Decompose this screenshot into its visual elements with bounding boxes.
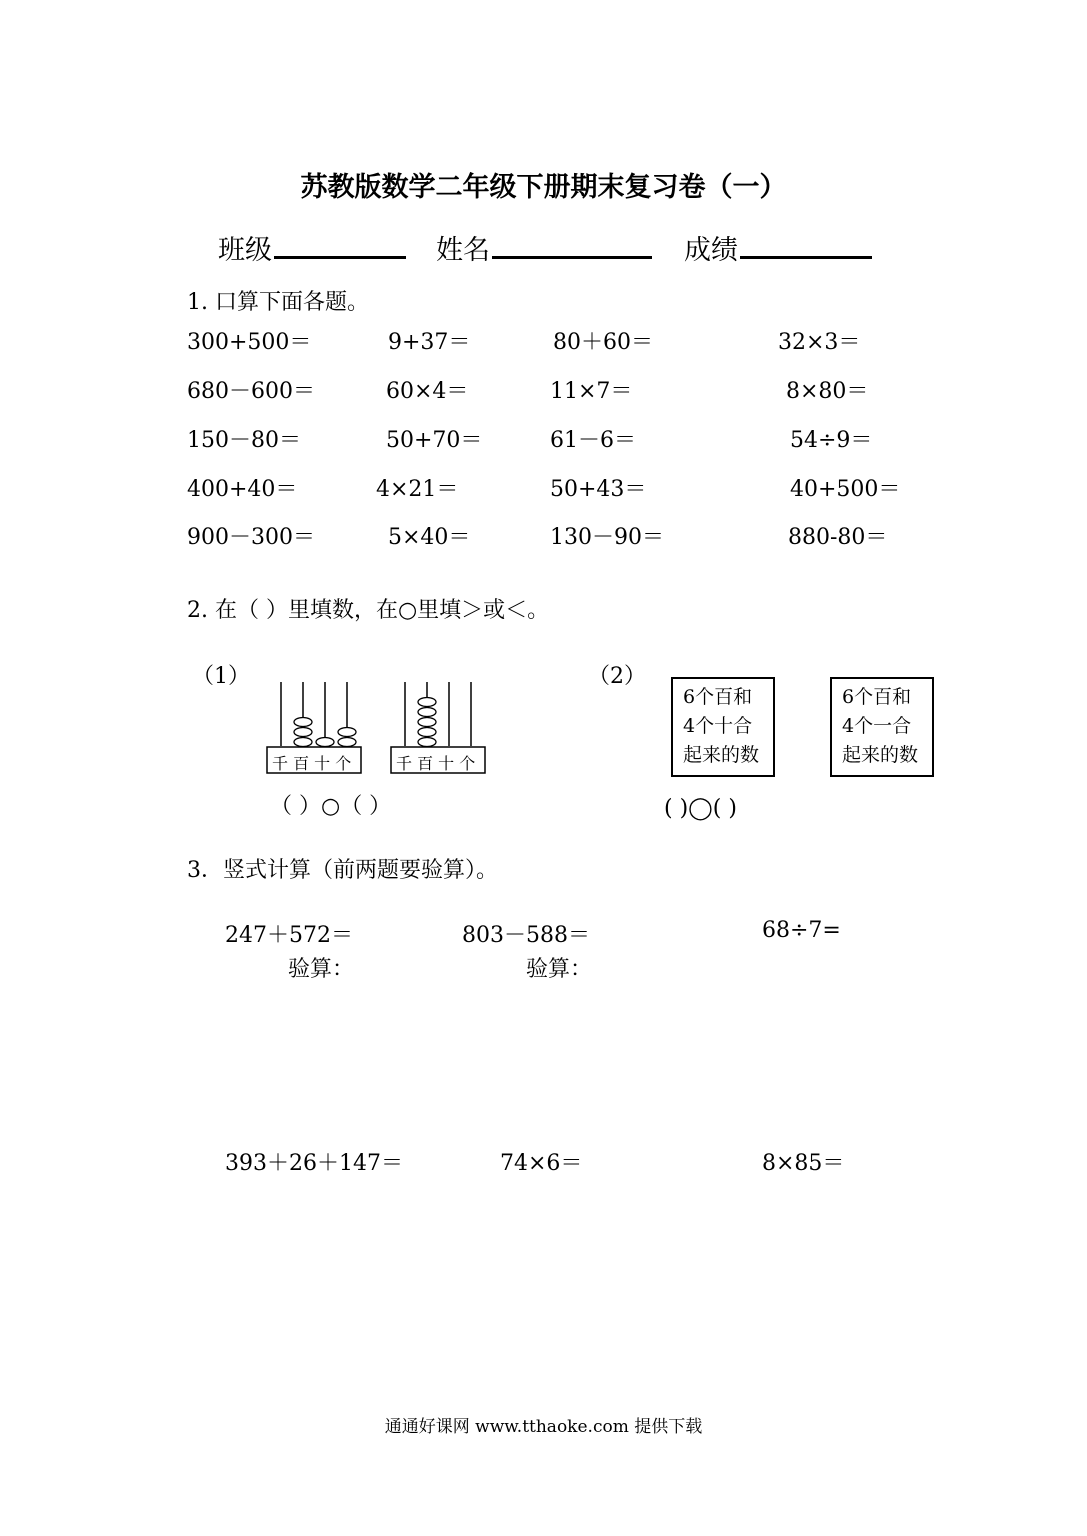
vertical-calc-item: 393＋26＋147＝ xyxy=(225,1151,403,1176)
vertical-calc-item: 8×85＝ xyxy=(762,1151,845,1176)
check-label: 验算： xyxy=(288,957,355,982)
calc-item: 400+40＝ xyxy=(187,477,298,502)
calc-item: 61－6＝ xyxy=(550,428,636,453)
part2-compare: ( )◯( ) xyxy=(664,796,737,821)
class-field xyxy=(218,228,406,267)
calc-item: 300+500＝ xyxy=(187,330,312,355)
vertical-calc-item: 247＋572＝ xyxy=(225,923,353,948)
calc-item: 32×3＝ xyxy=(778,330,861,355)
box-line: 6个百和 xyxy=(683,686,753,708)
class-label: 班级 xyxy=(218,235,272,266)
calc-item: 11×7＝ xyxy=(550,379,633,404)
name-label: 姓名 xyxy=(436,235,490,266)
calc-item: 5×40＝ xyxy=(388,525,471,550)
section2-heading: 2. 在（ ）里填数，在○里填＞或＜。 xyxy=(187,598,550,623)
calc-item: 54÷9＝ xyxy=(790,428,873,453)
calc-item: 8×80＝ xyxy=(786,379,869,404)
calc-item: 900－300＝ xyxy=(187,525,315,550)
number-box-1 xyxy=(671,677,775,777)
score-blank xyxy=(740,228,872,259)
calc-item: 130－90＝ xyxy=(550,525,664,550)
calc-item: 880-80＝ xyxy=(788,525,888,550)
vertical-calc-item: 68÷7= xyxy=(762,918,841,943)
box-line: 6个百和 xyxy=(842,686,912,708)
page-title: 苏教版数学二年级下册期末复习卷（一） xyxy=(300,172,787,203)
score-label: 成绩 xyxy=(684,235,738,266)
calc-item: 50+43＝ xyxy=(550,477,647,502)
part2-label: （2） xyxy=(588,664,646,689)
abacus-place-labels: 千 百 十 个 xyxy=(272,754,352,773)
calc-item: 150－80＝ xyxy=(187,428,301,453)
name-field xyxy=(436,228,652,267)
abacus-place-labels: 千 百 十 个 xyxy=(396,754,476,773)
footer-credit: 通通好课网 www.tthaoke.com 提供下载 xyxy=(384,1417,703,1437)
calc-item: 9+37＝ xyxy=(388,330,471,355)
section3-heading: 3．竖式计算（前两题要验算）。 xyxy=(187,858,498,883)
class-blank xyxy=(274,228,406,259)
calc-item: 680－600＝ xyxy=(187,379,315,404)
name-blank xyxy=(492,228,652,259)
vertical-calc-item: 74×6＝ xyxy=(500,1151,583,1176)
vertical-calc-item: 803－588＝ xyxy=(462,923,590,948)
calc-item: 80＋60＝ xyxy=(553,330,653,355)
box-line: 4个一合 xyxy=(842,715,912,737)
calc-item: 4×21＝ xyxy=(376,477,459,502)
part1-label: （1） xyxy=(192,664,250,689)
part1-compare: （ ）○（ ） xyxy=(270,794,392,819)
check-label: 验算： xyxy=(526,957,593,982)
box-line: 起来的数 xyxy=(842,744,919,766)
section1-heading: 1. 口算下面各题。 xyxy=(187,290,369,315)
score-field xyxy=(684,228,872,267)
calc-item: 40+500＝ xyxy=(790,477,901,502)
number-box-2 xyxy=(830,677,934,777)
calc-item: 50+70＝ xyxy=(386,428,483,453)
box-line: 起来的数 xyxy=(683,744,760,766)
calc-item: 60×4＝ xyxy=(386,379,469,404)
box-line: 4个十合 xyxy=(683,715,753,737)
